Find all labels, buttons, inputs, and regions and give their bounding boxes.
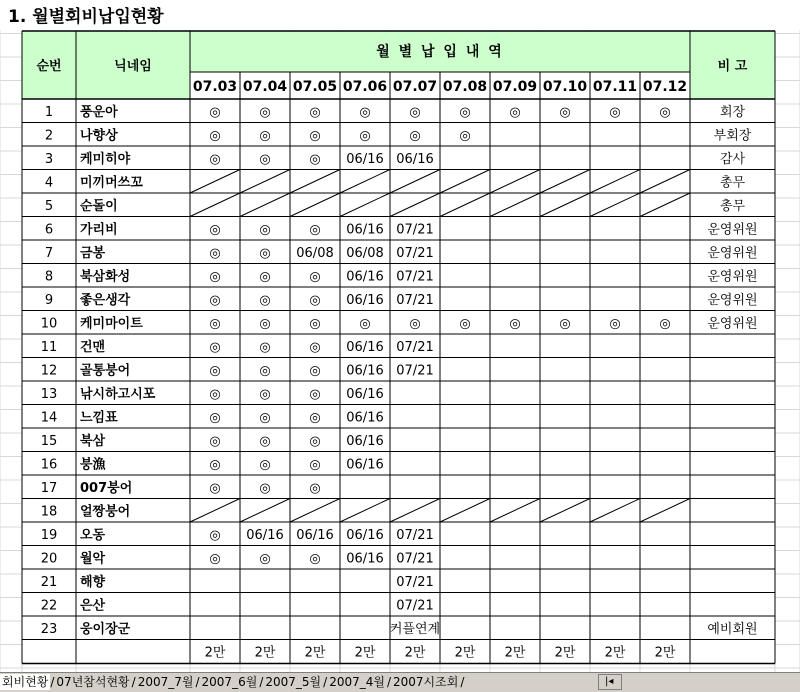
member-remark[interactable]: 운영위원 <box>707 292 758 308</box>
payment-cell[interactable]: ◎ <box>309 551 321 567</box>
row-number[interactable]: 6 <box>44 222 54 238</box>
header-monthly[interactable]: 월 별 납 입 내 역 <box>376 44 504 60</box>
tab-separator: / <box>259 675 264 689</box>
payment-cell[interactable]: ◎ <box>509 316 521 332</box>
month-header[interactable]: 07.04 <box>242 79 288 95</box>
tab-separator: / <box>131 675 136 689</box>
member-nickname[interactable]: 좋은생각 <box>80 292 131 308</box>
tab-separator: / <box>195 675 200 689</box>
payment-cell[interactable]: ◎ <box>459 128 471 144</box>
header-remark[interactable]: 비 고 <box>717 59 748 74</box>
payment-cell[interactable]: 06/16 <box>346 551 384 567</box>
payment-cell[interactable]: ◎ <box>259 292 271 308</box>
payment-cell[interactable]: 06/16 <box>346 222 384 238</box>
row-number[interactable]: 21 <box>40 574 58 590</box>
sheet-tab[interactable]: 2007시조회 <box>393 675 459 689</box>
member-nickname[interactable]: 골통붕어 <box>80 363 131 379</box>
row-number[interactable]: 17 <box>40 480 58 496</box>
row-number[interactable]: 9 <box>44 292 54 308</box>
row-number[interactable]: 11 <box>40 339 58 355</box>
row-number[interactable]: 3 <box>44 151 54 167</box>
payment-cell[interactable]: ◎ <box>209 128 221 144</box>
month-header[interactable]: 07.11 <box>592 79 638 95</box>
payment-cell[interactable]: ◎ <box>609 104 621 120</box>
payment-cell[interactable]: ◎ <box>409 104 421 120</box>
payment-cell[interactable]: ◎ <box>359 104 371 120</box>
payment-cell[interactable]: ◎ <box>209 151 221 167</box>
payment-cell[interactable]: 06/16 <box>346 433 384 449</box>
monthly-total[interactable]: 2만 <box>554 645 576 661</box>
payment-cell[interactable]: ◎ <box>259 386 271 402</box>
payment-cell[interactable]: ◎ <box>609 316 621 332</box>
payment-cell[interactable]: 06/16 <box>246 527 284 543</box>
member-nickname[interactable]: 순돌이 <box>80 198 118 214</box>
payment-cell[interactable]: ◎ <box>309 269 321 285</box>
member-nickname[interactable]: 오동 <box>80 527 106 543</box>
sheet-tab[interactable]: 2007_4월 <box>329 675 385 689</box>
payment-cell[interactable]: ◎ <box>209 316 221 332</box>
tab-separator: / <box>50 675 55 689</box>
payment-cell[interactable]: 07/21 <box>396 292 434 308</box>
tab-separator: / <box>323 675 328 689</box>
payment-cell[interactable]: 커플연계 <box>389 621 441 637</box>
monthly-total[interactable]: 2만 <box>204 645 226 661</box>
member-remark[interactable]: 운영위원 <box>707 269 758 285</box>
payment-cell[interactable]: 07/21 <box>396 551 434 567</box>
row-number[interactable]: 19 <box>40 527 58 543</box>
payment-cell[interactable]: ◎ <box>309 222 321 238</box>
member-nickname[interactable]: 붕漁 <box>80 457 106 473</box>
member-nickname[interactable]: 풍운아 <box>80 104 118 120</box>
payment-cell[interactable]: 07/21 <box>396 574 434 590</box>
member-nickname[interactable]: 북삼 <box>80 433 106 449</box>
row-number[interactable]: 10 <box>40 316 58 332</box>
member-remark[interactable]: 감사 <box>719 151 746 167</box>
payment-cell[interactable]: ◎ <box>359 128 371 144</box>
payment-cell[interactable]: ◎ <box>309 339 321 355</box>
payment-cell[interactable]: 06/16 <box>296 527 334 543</box>
member-nickname[interactable]: 은산 <box>80 598 106 614</box>
member-nickname[interactable]: 북삼화성 <box>80 269 131 285</box>
sheet-tab[interactable]: 회비현황 <box>2 675 49 689</box>
tab-separator: / <box>460 675 465 689</box>
sheet-tab[interactable]: 07년참석현황 <box>56 675 130 689</box>
payment-cell[interactable]: 06/16 <box>396 151 434 167</box>
month-header[interactable]: 07.03 <box>192 79 238 95</box>
row-number[interactable]: 8 <box>44 269 54 285</box>
tab-scroll-button[interactable] <box>598 674 622 690</box>
member-nickname[interactable]: 케미히야 <box>80 151 131 167</box>
payment-cell[interactable]: ◎ <box>209 551 221 567</box>
month-header[interactable]: 07.05 <box>292 79 338 95</box>
payment-cell[interactable]: 07/21 <box>396 598 434 614</box>
payment-cell[interactable]: ◎ <box>409 316 421 332</box>
member-nickname[interactable]: 느낌표 <box>80 410 118 426</box>
row-number[interactable]: 16 <box>40 457 58 473</box>
payment-cell[interactable]: 06/16 <box>346 457 384 473</box>
payment-cell[interactable]: ◎ <box>259 269 271 285</box>
month-header[interactable]: 07.09 <box>492 79 538 95</box>
row-number[interactable]: 1 <box>44 104 54 120</box>
month-header[interactable]: 07.07 <box>392 79 438 95</box>
payment-cell[interactable]: ◎ <box>659 104 671 120</box>
payment-cell[interactable]: 06/16 <box>346 292 384 308</box>
monthly-total[interactable]: 2만 <box>354 645 376 661</box>
payment-cell[interactable]: 06/16 <box>346 410 384 426</box>
payment-cell[interactable]: ◎ <box>209 480 221 496</box>
payment-cell[interactable]: ◎ <box>309 151 321 167</box>
sheet-tabs <box>0 674 464 690</box>
payment-cell[interactable]: ◎ <box>259 480 271 496</box>
payment-cell[interactable]: 06/16 <box>346 363 384 379</box>
payment-cell[interactable]: ◎ <box>209 269 221 285</box>
member-nickname[interactable]: 케미마이트 <box>80 316 143 332</box>
member-nickname[interactable]: 금봉 <box>80 245 106 261</box>
payment-cell[interactable]: ◎ <box>309 104 321 120</box>
payment-cell[interactable]: 07/21 <box>396 269 434 285</box>
scroll-left-icon: |◂ <box>605 676 614 687</box>
payment-cell[interactable]: ◎ <box>209 410 221 426</box>
sheet-tab[interactable]: 2007_5월 <box>265 675 322 689</box>
payment-cell[interactable]: 07/21 <box>396 363 434 379</box>
member-nickname[interactable]: 가리비 <box>80 222 118 238</box>
month-header[interactable]: 07.08 <box>442 79 488 95</box>
row-number[interactable]: 7 <box>44 245 54 261</box>
monthly-total[interactable]: 2만 <box>304 645 326 661</box>
monthly-total[interactable]: 2만 <box>454 645 476 661</box>
payment-cell[interactable]: ◎ <box>209 527 221 543</box>
payment-cell[interactable]: ◎ <box>309 480 321 496</box>
payment-cell[interactable]: ◎ <box>259 410 271 426</box>
row-number[interactable]: 15 <box>40 433 58 449</box>
payment-cell[interactable]: ◎ <box>259 433 271 449</box>
member-remark[interactable]: 부회장 <box>713 128 752 144</box>
payment-cell[interactable]: ◎ <box>259 339 271 355</box>
sheet-tab[interactable]: 2007_7월 <box>137 675 194 689</box>
member-remark[interactable]: 운영위원 <box>707 316 758 332</box>
payment-cell[interactable]: ◎ <box>209 292 221 308</box>
payment-cell[interactable]: ◎ <box>209 339 221 355</box>
payment-cell[interactable]: ◎ <box>309 292 321 308</box>
member-nickname[interactable]: 해향 <box>80 574 106 590</box>
payment-cell[interactable]: ◎ <box>509 104 521 120</box>
row-number[interactable]: 23 <box>40 621 58 637</box>
member-remark[interactable]: 운영위원 <box>707 222 758 238</box>
month-header[interactable]: 07.10 <box>542 79 588 95</box>
payment-cell[interactable]: ◎ <box>259 104 271 120</box>
payment-cell[interactable]: ◎ <box>559 316 571 332</box>
month-header[interactable]: 07.12 <box>642 79 688 95</box>
payment-cell[interactable]: 06/16 <box>346 527 384 543</box>
payment-cell[interactable]: ◎ <box>209 222 221 238</box>
payment-cell[interactable]: ◎ <box>259 457 271 473</box>
sheet-tab[interactable]: 2007_6월 <box>201 675 258 689</box>
payment-cell[interactable]: 06/16 <box>346 151 384 167</box>
horizontal-scrollbar[interactable] <box>622 674 800 690</box>
member-nickname[interactable]: 월악 <box>80 551 106 567</box>
sheet-tab-bar <box>0 672 800 692</box>
payment-cell[interactable]: 07/21 <box>396 527 434 543</box>
row-number[interactable]: 13 <box>40 386 58 402</box>
page-title: 1. 월별회비납입현황 <box>8 7 164 27</box>
payment-cell[interactable]: 06/16 <box>346 339 384 355</box>
payment-cell[interactable]: ◎ <box>209 363 221 379</box>
header-nickname[interactable]: 닉네임 <box>114 59 152 74</box>
payment-cell[interactable]: 07/21 <box>396 222 434 238</box>
monthly-total[interactable]: 2만 <box>604 645 626 661</box>
row-number[interactable]: 18 <box>40 504 58 520</box>
month-header[interactable]: 07.06 <box>342 79 388 95</box>
payment-cell[interactable]: ◎ <box>659 316 671 332</box>
row-number[interactable]: 14 <box>40 410 58 426</box>
payment-cell[interactable]: ◎ <box>309 128 321 144</box>
tab-separator: / <box>386 675 392 689</box>
payment-cell[interactable]: ◎ <box>259 316 271 332</box>
payment-cell[interactable]: 06/16 <box>346 386 384 402</box>
payment-cell[interactable]: ◎ <box>209 457 221 473</box>
member-remark[interactable]: 총무 <box>719 175 746 191</box>
payment-cell[interactable]: 06/16 <box>346 269 384 285</box>
member-nickname[interactable]: 미끼머쓰꼬 <box>80 175 143 191</box>
payment-cell[interactable]: ◎ <box>209 433 221 449</box>
payment-cell[interactable]: ◎ <box>559 104 571 120</box>
payment-cell[interactable]: 06/08 <box>296 245 334 261</box>
row-number[interactable]: 4 <box>44 175 54 191</box>
member-nickname[interactable]: 나향상 <box>80 128 118 144</box>
payment-cell[interactable]: ◎ <box>309 363 321 379</box>
member-remark[interactable]: 회장 <box>719 104 746 120</box>
payment-cell[interactable]: 07/21 <box>396 339 434 355</box>
monthly-total[interactable]: 2만 <box>404 645 426 661</box>
row-number[interactable]: 22 <box>40 598 58 614</box>
payment-cell[interactable]: ◎ <box>309 410 321 426</box>
payment-cell[interactable]: ◎ <box>259 245 271 261</box>
payment-cell[interactable]: ◎ <box>459 316 471 332</box>
payment-cell[interactable]: 07/21 <box>396 245 434 261</box>
payment-cell[interactable]: ◎ <box>359 316 371 332</box>
payment-cell[interactable]: ◎ <box>309 386 321 402</box>
payment-cell[interactable]: ◎ <box>309 433 321 449</box>
member-nickname[interactable]: 007붕어 <box>80 480 133 496</box>
row-number[interactable]: 5 <box>44 198 54 214</box>
payment-cell[interactable]: 06/08 <box>346 245 384 261</box>
payment-cell[interactable]: ◎ <box>209 104 221 120</box>
payment-cell[interactable]: ◎ <box>259 151 271 167</box>
member-remark[interactable]: 예비회원 <box>707 621 758 637</box>
payment-cell[interactable]: ◎ <box>259 363 271 379</box>
row-number[interactable]: 12 <box>40 363 58 379</box>
payment-cell[interactable]: ◎ <box>259 222 271 238</box>
monthly-total[interactable]: 2만 <box>504 645 526 661</box>
payment-cell[interactable]: ◎ <box>259 128 271 144</box>
payment-cell[interactable]: ◎ <box>309 316 321 332</box>
row-number[interactable]: 2 <box>44 128 54 144</box>
payment-cell[interactable]: ◎ <box>209 245 221 261</box>
member-nickname[interactable]: 얼짱붕어 <box>80 504 131 520</box>
payment-cell[interactable]: ◎ <box>309 457 321 473</box>
monthly-total[interactable]: 2만 <box>254 645 276 661</box>
payment-cell[interactable]: ◎ <box>409 128 421 144</box>
payment-cell[interactable]: ◎ <box>459 104 471 120</box>
payment-cell[interactable]: ◎ <box>209 386 221 402</box>
payment-cell[interactable]: ◎ <box>259 551 271 567</box>
monthly-total[interactable]: 2만 <box>654 645 676 661</box>
member-nickname[interactable]: 건맨 <box>80 339 106 355</box>
member-nickname[interactable]: 웅이장군 <box>80 621 131 637</box>
member-nickname[interactable]: 낚시하고시포 <box>80 386 156 402</box>
row-number[interactable]: 20 <box>40 551 58 567</box>
header-no[interactable]: 순번 <box>36 59 62 74</box>
member-remark[interactable]: 총무 <box>719 198 746 214</box>
member-remark[interactable]: 운영위원 <box>707 245 758 261</box>
